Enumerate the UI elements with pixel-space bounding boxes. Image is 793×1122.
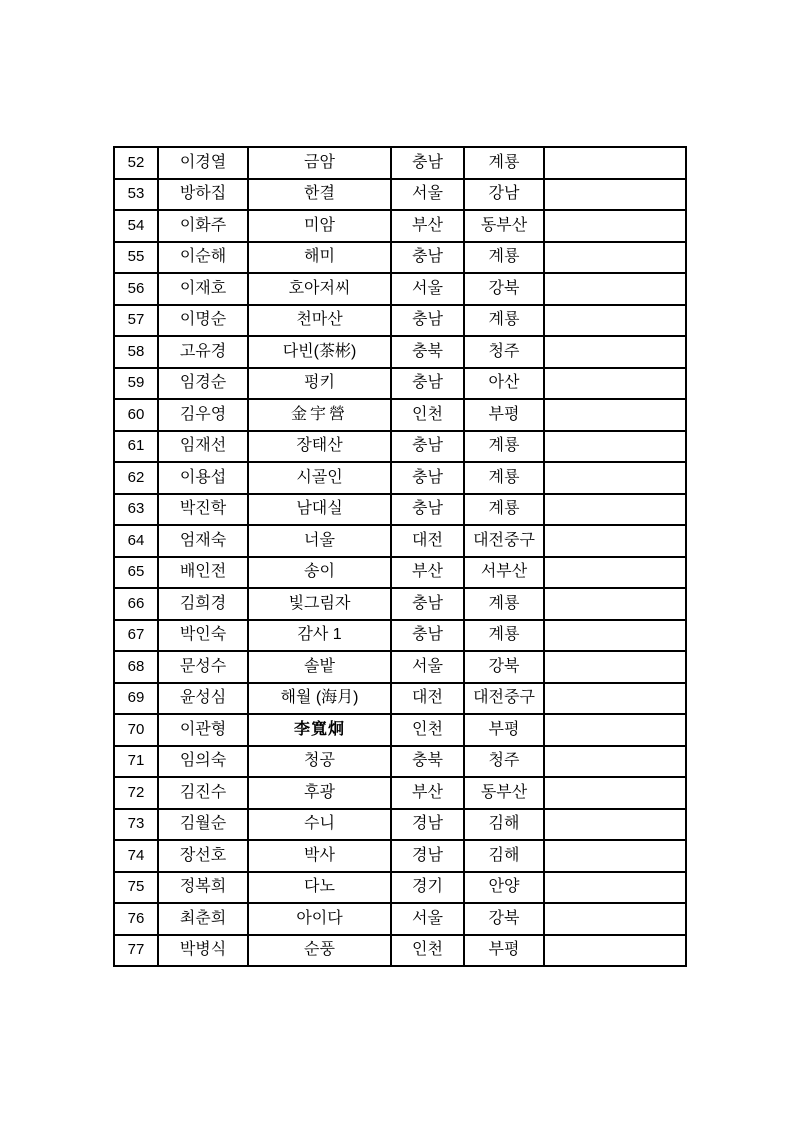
cell-nickname: 해미: [248, 242, 391, 274]
cell-province: 경기: [391, 872, 464, 904]
cell-nickname: 솔밭: [248, 651, 391, 683]
cell-city: 청주: [464, 336, 544, 368]
cell-province: 충남: [391, 620, 464, 652]
cell-no: 55: [114, 242, 158, 274]
cell-name: 문성수: [158, 651, 248, 683]
cell-province: 충남: [391, 147, 464, 179]
cell-name: 장선호: [158, 840, 248, 872]
cell-name: 이순해: [158, 242, 248, 274]
cell-nickname: 한결: [248, 179, 391, 211]
cell-note: [544, 651, 686, 683]
cell-note: [544, 210, 686, 242]
cell-province: 서울: [391, 273, 464, 305]
cell-no: 68: [114, 651, 158, 683]
cell-name: 최춘희: [158, 903, 248, 935]
cell-nickname: 아이다: [248, 903, 391, 935]
cell-note: [544, 777, 686, 809]
cell-name: 임의숙: [158, 746, 248, 778]
cell-city: 김해: [464, 840, 544, 872]
cell-province: 충남: [391, 368, 464, 400]
cell-city: 안양: [464, 872, 544, 904]
cell-province: 대전: [391, 525, 464, 557]
cell-nickname: 송이: [248, 557, 391, 589]
cell-city: 계룡: [464, 147, 544, 179]
cell-nickname: 너울: [248, 525, 391, 557]
cell-city: 강북: [464, 903, 544, 935]
cell-note: [544, 368, 686, 400]
cell-city: 강북: [464, 651, 544, 683]
cell-no: 66: [114, 588, 158, 620]
cell-no: 71: [114, 746, 158, 778]
cell-no: 62: [114, 462, 158, 494]
cell-no: 53: [114, 179, 158, 211]
cell-note: [544, 588, 686, 620]
table-row: [114, 683, 686, 715]
table-row: [114, 557, 686, 589]
cell-city: 강북: [464, 273, 544, 305]
cell-city: 부평: [464, 399, 544, 431]
cell-nickname: 미암: [248, 210, 391, 242]
cell-province: 충남: [391, 305, 464, 337]
table-row: [114, 714, 686, 746]
cell-name: 엄재숙: [158, 525, 248, 557]
cell-no: 76: [114, 903, 158, 935]
cell-name: 이재호: [158, 273, 248, 305]
cell-no: 77: [114, 935, 158, 967]
cell-nickname: 다빈(茶彬): [248, 336, 391, 368]
cell-note: [544, 147, 686, 179]
cell-note: [544, 336, 686, 368]
cell-province: 서울: [391, 651, 464, 683]
cell-name: 임경순: [158, 368, 248, 400]
cell-no: 69: [114, 683, 158, 715]
cell-nickname: 해월 (海月): [248, 683, 391, 715]
table-row: [114, 242, 686, 274]
member-table-body: [114, 147, 686, 966]
table-row: [114, 368, 686, 400]
cell-nickname: 호아저씨: [248, 273, 391, 305]
table-row: [114, 210, 686, 242]
cell-city: 아산: [464, 368, 544, 400]
table-row: [114, 431, 686, 463]
cell-city: 계룡: [464, 620, 544, 652]
cell-city: 계룡: [464, 588, 544, 620]
cell-city: 강남: [464, 179, 544, 211]
cell-note: [544, 746, 686, 778]
cell-no: 67: [114, 620, 158, 652]
cell-no: 72: [114, 777, 158, 809]
cell-note: [544, 557, 686, 589]
table-row: [114, 336, 686, 368]
cell-name: 정복희: [158, 872, 248, 904]
cell-city: 부평: [464, 714, 544, 746]
cell-nickname: 박사: [248, 840, 391, 872]
cell-city: 대전중구: [464, 683, 544, 715]
member-table: [113, 146, 687, 967]
cell-nickname: 시골인: [248, 462, 391, 494]
table-row: [114, 588, 686, 620]
table-row: [114, 494, 686, 526]
cell-city: 계룡: [464, 431, 544, 463]
table-row: [114, 809, 686, 841]
cell-city: 계룡: [464, 494, 544, 526]
cell-name: 김진수: [158, 777, 248, 809]
cell-no: 73: [114, 809, 158, 841]
table-row: [114, 903, 686, 935]
cell-nickname: 남대실: [248, 494, 391, 526]
table-row: [114, 840, 686, 872]
cell-note: [544, 840, 686, 872]
cell-nickname: 후광: [248, 777, 391, 809]
table-row: [114, 525, 686, 557]
cell-name: 윤성심: [158, 683, 248, 715]
table-row: [114, 305, 686, 337]
cell-no: 52: [114, 147, 158, 179]
cell-nickname: 다노: [248, 872, 391, 904]
cell-province: 인천: [391, 935, 464, 967]
cell-note: [544, 525, 686, 557]
cell-province: 서울: [391, 903, 464, 935]
cell-note: [544, 462, 686, 494]
cell-note: [544, 714, 686, 746]
cell-note: [544, 935, 686, 967]
table-row: [114, 746, 686, 778]
cell-name: 박진학: [158, 494, 248, 526]
cell-name: 배인전: [158, 557, 248, 589]
cell-name: 김희경: [158, 588, 248, 620]
cell-province: 충남: [391, 462, 464, 494]
cell-city: 서부산: [464, 557, 544, 589]
cell-province: 인천: [391, 399, 464, 431]
cell-city: 계룡: [464, 305, 544, 337]
table-row: [114, 620, 686, 652]
cell-name: 이명순: [158, 305, 248, 337]
cell-province: 부산: [391, 777, 464, 809]
cell-province: 부산: [391, 210, 464, 242]
cell-note: [544, 809, 686, 841]
cell-province: 충북: [391, 336, 464, 368]
cell-no: 60: [114, 399, 158, 431]
cell-nickname: 천마산: [248, 305, 391, 337]
cell-name: 이용섭: [158, 462, 248, 494]
cell-nickname: 금암: [248, 147, 391, 179]
cell-no: 64: [114, 525, 158, 557]
cell-city: 부평: [464, 935, 544, 967]
table-row: [114, 147, 686, 179]
cell-no: 57: [114, 305, 158, 337]
cell-note: [544, 305, 686, 337]
table-row: [114, 273, 686, 305]
table-row: [114, 935, 686, 967]
cell-nickname: 순풍: [248, 935, 391, 967]
table-row: [114, 651, 686, 683]
cell-nickname: 金宇營: [248, 399, 391, 431]
cell-city: 동부산: [464, 210, 544, 242]
cell-province: 충남: [391, 494, 464, 526]
cell-name: 김월순: [158, 809, 248, 841]
cell-note: [544, 431, 686, 463]
cell-province: 충남: [391, 242, 464, 274]
cell-no: 54: [114, 210, 158, 242]
cell-note: [544, 683, 686, 715]
cell-city: 김해: [464, 809, 544, 841]
cell-province: 인천: [391, 714, 464, 746]
cell-no: 59: [114, 368, 158, 400]
cell-no: 63: [114, 494, 158, 526]
cell-note: [544, 903, 686, 935]
cell-name: 고유경: [158, 336, 248, 368]
cell-name: 박병식: [158, 935, 248, 967]
cell-name: 김우영: [158, 399, 248, 431]
cell-name: 이경열: [158, 147, 248, 179]
cell-no: 61: [114, 431, 158, 463]
cell-nickname: 감사 1: [248, 620, 391, 652]
cell-no: 65: [114, 557, 158, 589]
cell-nickname: 빛그림자: [248, 588, 391, 620]
cell-no: 58: [114, 336, 158, 368]
cell-note: [544, 179, 686, 211]
cell-city: 계룡: [464, 242, 544, 274]
cell-no: 56: [114, 273, 158, 305]
cell-nickname: 李寬炯: [248, 714, 391, 746]
cell-name: 박인숙: [158, 620, 248, 652]
cell-province: 충북: [391, 746, 464, 778]
cell-note: [544, 273, 686, 305]
cell-nickname: 수니: [248, 809, 391, 841]
cell-no: 74: [114, 840, 158, 872]
cell-nickname: 청공: [248, 746, 391, 778]
cell-city: 대전중구: [464, 525, 544, 557]
cell-province: 경남: [391, 840, 464, 872]
cell-city: 동부산: [464, 777, 544, 809]
table-row: [114, 872, 686, 904]
cell-city: 계룡: [464, 462, 544, 494]
cell-note: [544, 494, 686, 526]
cell-note: [544, 242, 686, 274]
cell-province: 충남: [391, 588, 464, 620]
cell-city: 청주: [464, 746, 544, 778]
cell-name: 이화주: [158, 210, 248, 242]
cell-note: [544, 399, 686, 431]
cell-nickname: 장태산: [248, 431, 391, 463]
cell-name: 이관형: [158, 714, 248, 746]
cell-note: [544, 620, 686, 652]
cell-province: 충남: [391, 431, 464, 463]
table-row: [114, 179, 686, 211]
cell-no: 75: [114, 872, 158, 904]
cell-province: 부산: [391, 557, 464, 589]
cell-no: 70: [114, 714, 158, 746]
table-row: [114, 777, 686, 809]
cell-nickname: 펑키: [248, 368, 391, 400]
cell-province: 서울: [391, 179, 464, 211]
cell-name: 임재선: [158, 431, 248, 463]
table-row: [114, 399, 686, 431]
cell-province: 대전: [391, 683, 464, 715]
cell-name: 방하집: [158, 179, 248, 211]
table-row: [114, 462, 686, 494]
cell-note: [544, 872, 686, 904]
cell-province: 경남: [391, 809, 464, 841]
